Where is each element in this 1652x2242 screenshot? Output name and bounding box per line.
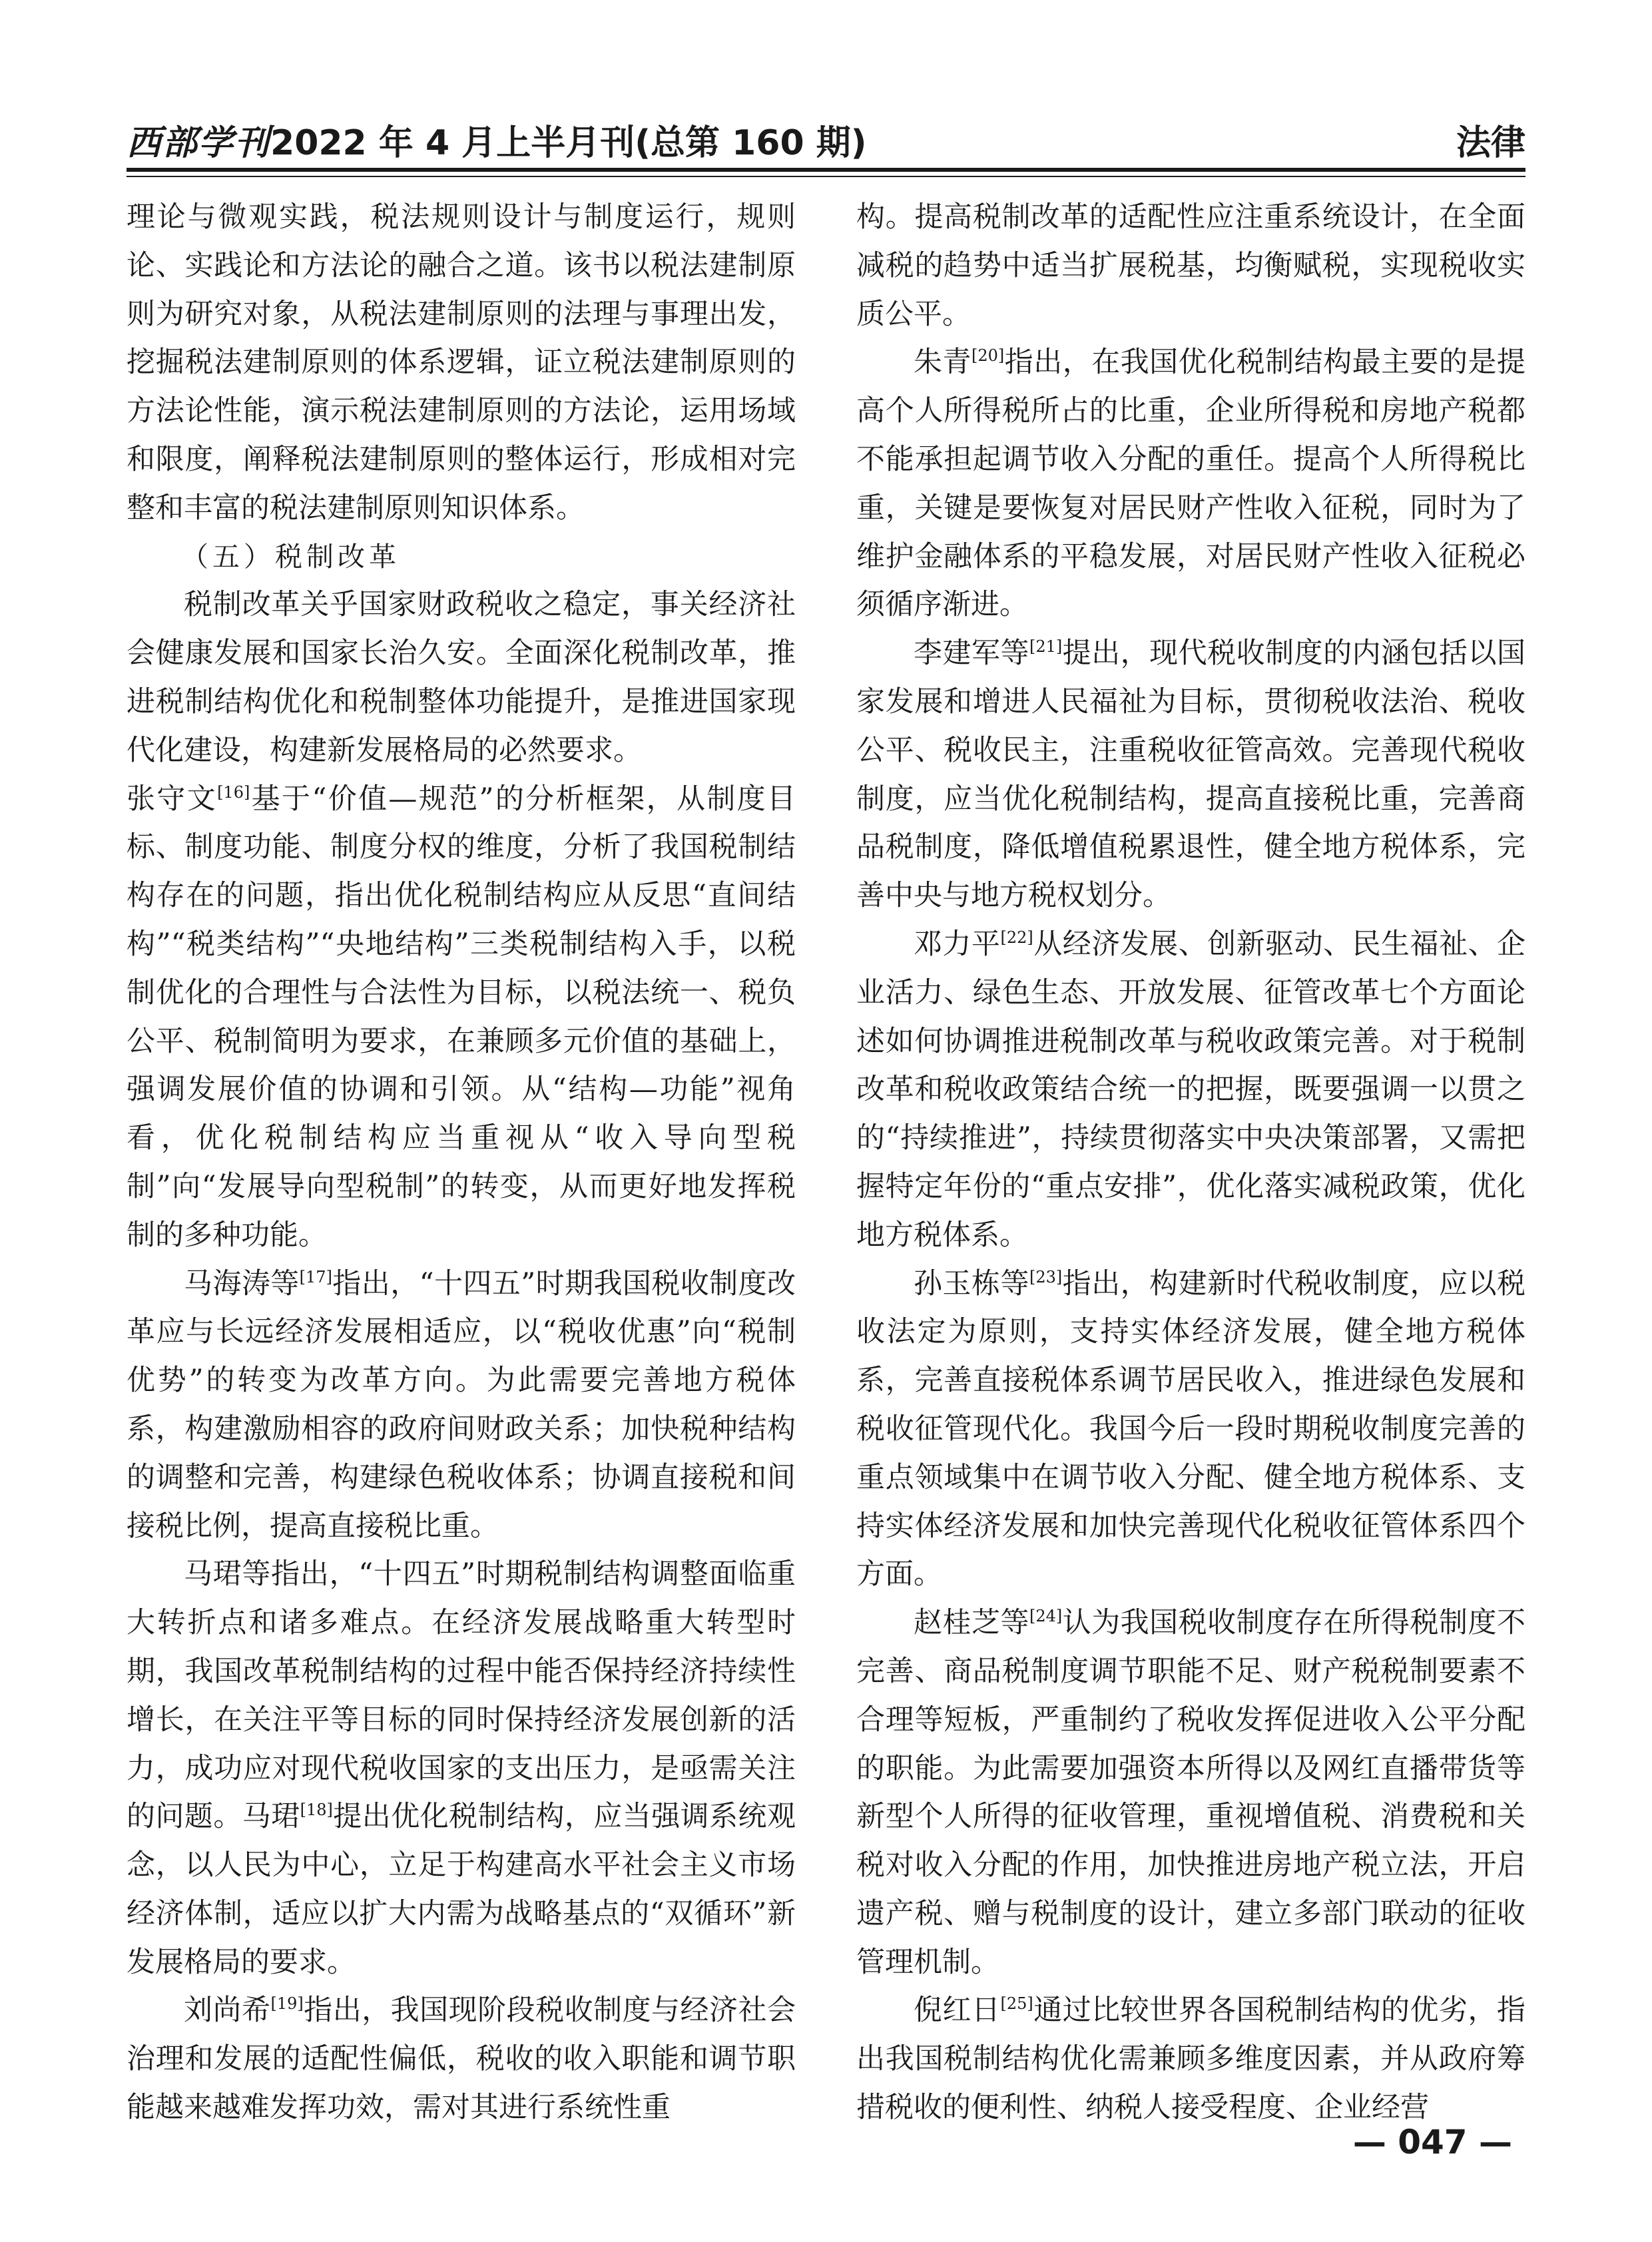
page-header: [127, 112, 1525, 165]
author: 赵桂芝等: [914, 1606, 1029, 1640]
citation-ref: [20]: [971, 346, 1005, 366]
author: 孙玉栋等: [914, 1266, 1029, 1300]
paragraph: [856, 338, 1525, 629]
citation-ref: [19]: [270, 1994, 304, 2014]
citation-ref: [22]: [1000, 928, 1033, 947]
paragraph-text: 提出，现代税收制度的内涵包括以国家发展和增进人民福祉为目标，贯彻税收法治、税收公平、税收民主，注重税收征管高效。完善现代税收制度，应当优化税制结构，提高直接税比重，完善商品税制度，降低增值税累退性，健全地方税体系，完善中央与地方税权划分。: [856, 637, 1526, 913]
left-column: [127, 193, 796, 2132]
paragraph: [856, 1599, 1525, 1986]
paragraph-text: 指出，构建新时代税收制度，应以税收法定为原则，支持实体经济发展，健全地方税体系，完善直接税体系调节居民收入，推进绿色发展和税收征管现代化。我国今后一段时期税收制度完善的重点领域集中在调节收入分配、健全地方税体系、支持实体经济发展和加快完善现代化税收征管体系四个方面。: [856, 1266, 1526, 1591]
paragraph-text: 指出，“十四五”时期我国税收制度改革应与长远经济发展相适应，以“税收优惠”向“税制优势”的转变为改革方向。为此需要完善地方税体系，构建激励相容的政府间财政关系；加快税种结构的调整和完善，构建绿色税收体系；协调直接税和间接税比例，提高直接税比重。: [127, 1266, 796, 1543]
paragraph-text: 提出优化税制结构，应当强调系统观念，以人民为中心，立足于构建高水平社会主义市场经济体制，适应以扩大内需为战略基点的“双循环”新发展格局的要求。: [127, 1800, 796, 1979]
author: 马海涛等: [184, 1266, 300, 1300]
paragraph-text: 从经济发展、创新驱动、民生福祉、企业活力、绿色生态、开放发展、征管改革七个方面论述如何协调推进税制改革与税收政策完善。对于税制改革和税收政策结合统一的把握，既要强调一以贯之的“持续推进”，持续贯彻落实中央决策部署，又需把握特定年份的“重点安排”，优化落实减税政策，优化地方税体系。: [856, 927, 1526, 1252]
citation-ref: [18]: [300, 1801, 333, 1820]
right-column: [856, 193, 1525, 2132]
paragraph: [127, 1550, 796, 1986]
author: 李建军等: [914, 637, 1029, 671]
header-rule: [127, 168, 1525, 172]
header-rule-thin: [127, 176, 1525, 177]
author: 张守文: [127, 782, 218, 816]
citation-ref: [16]: [217, 782, 250, 802]
citation-ref: [24]: [1029, 1607, 1063, 1626]
author: 刘尚希: [184, 1994, 271, 2028]
issue-label: 2022 年 4 月上半月刊(总第 160 期): [270, 123, 867, 163]
author: 朱青: [914, 346, 971, 380]
page-number: — 047 —: [1352, 2123, 1512, 2161]
paragraph-text: 指出，我国现阶段税收制度与经济社会治理和发展的适配性偏低，税收的收入职能和调节职能越来越难发挥功效，需对其进行系统性重: [127, 1994, 796, 2125]
journal-logo: 西部学刊: [127, 123, 271, 163]
paragraph: 构。提高税制改革的适配性应注重系统设计，在全面减税的趋势中适当扩展税基，均衡赋税，实现税收实质公平。: [856, 200, 1525, 331]
citation-ref: [17]: [299, 1267, 332, 1286]
paragraph: [856, 1986, 1525, 2131]
section-label: 法律: [1456, 123, 1525, 163]
paragraph-text: 基于“价值—规范”的分析框架，从制度目标、制度功能、制度分权的维度，分析了我国税制结构存在的问题，指出优化税制结构应从反思“直间结构”“税类结构”“央地结构”三类税制结构入手，以税制优化的合理性与合法性为目标，以税法统一、税负公平、税制简明为要求，在兼顾多元价值的基础上，强调发展价值的协调和引领。从“结构—功能”视角看，优化税制结构应当重视从“收入导向型税制”向“发展导向型税制”的转变，从而更好地发挥税制的多种功能。: [127, 782, 796, 1252]
paragraph: [127, 775, 796, 1260]
paragraph: [856, 629, 1525, 920]
paragraph: [127, 1260, 796, 1551]
paragraph: 税制改革关乎国家财政税收之稳定，事关经济社会健康发展和国家长治久安。全面深化税制改革，推进税制结构优化和税制整体功能提升，是推进国家现代化建设，构建新发展格局的必然要求。: [127, 588, 796, 767]
author: 邓力平: [914, 927, 1001, 961]
paragraph-text: 通过比较世界各国税制结构的优劣，指出我国税制结构优化需兼顾多维度因素，并从政府筹措税收的便利性、纳税人接受程度、企业经营: [856, 1994, 1526, 2125]
paragraph-text: 马珺等指出，“十四五”时期税制结构调整面临重大转折点和诸多难点。在经济发展战略重大转型时期，我国改革税制结构的过程中能否保持经济持续性增长，在关注平等目标的同时保持经济发展创新的活力，成功应对现代税收国家的支出压力，是亟需关注的问题。马珺: [127, 1557, 796, 1834]
paragraph: [856, 1260, 1525, 1599]
paragraph: 理论与微观实践，税法规则设计与制度运行，规则论、实践论和方法论的融合之道。该书以税法建制原则为研究对象，从税法建制原则的法理与事理出发，挖掘税法建制原则的体系逻辑，证立税法建制原则的方法论性能，演示税法建制原则的方法论，运用场域和限度，阐释税法建制原则的整体运行，形成相对完整和丰富的税法建制原则知识体系。: [127, 200, 796, 525]
citation-ref: [23]: [1029, 1267, 1063, 1286]
section-heading: （五）税制改革: [181, 540, 400, 573]
journal-issue-line: [127, 115, 867, 164]
paragraph-text: 指出，在我国优化税制结构最主要的是提高个人所得税所占的比重，企业所得税和房地产税都不能承担起调节收入分配的重任。提高个人所得税比重，关键是要恢复对居民财产性收入征税，同时为了维护金融体系的平稳发展，对居民财产性收入征税必须循序渐进。: [856, 346, 1526, 622]
paragraph: [856, 920, 1525, 1260]
paragraph-text: 认为我国税收制度存在所得税制度不完善、商品税制度调节职能不足、财产税税制要素不合理等短板，严重制约了税收发挥促进收入公平分配的职能。为此需要加强资本所得以及网红直播带货等新型个人所得的征收管理，重视增值税、消费税和关税对收入分配的作用，加快推进房地产税立法，开启遗产税、赠与税制度的设计，建立多部门联动的征收管理机制。: [856, 1606, 1526, 1979]
citation-ref: [25]: [1000, 1994, 1033, 2014]
paragraph: [127, 1986, 796, 2131]
author: 倪红日: [914, 1994, 1001, 2028]
citation-ref: [21]: [1029, 637, 1063, 657]
